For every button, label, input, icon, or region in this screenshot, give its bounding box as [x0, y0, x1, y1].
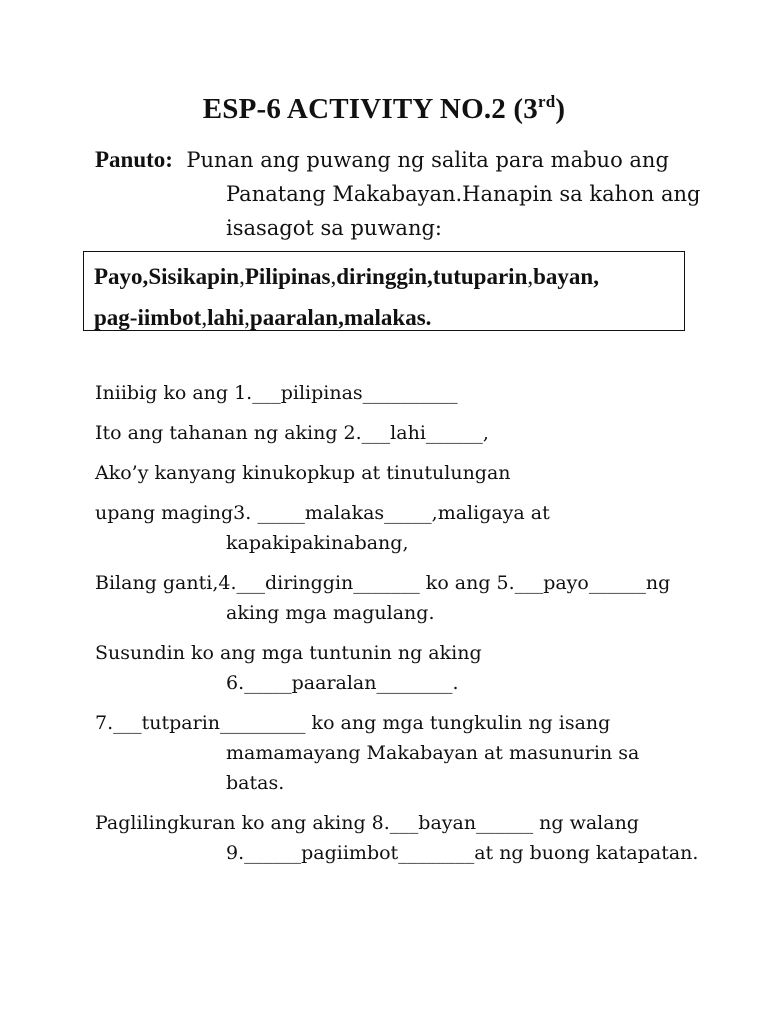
pledge-item-4	[95, 498, 745, 558]
word-bank-word: Pilipinas	[244, 264, 331, 289]
word-bank-word: diringgin,	[336, 264, 433, 289]
title-close: )	[555, 93, 566, 125]
pledge-line: aking mga magulang.	[226, 602, 435, 624]
word-bank-word: Sisikapin	[148, 264, 240, 289]
pledge-item-3	[95, 458, 745, 488]
pledge-line: upang maging3. _____malakas_____,maligaya at	[95, 502, 550, 524]
pledge-line: 9.______pagiimbot________at ng buong katapatan.	[226, 842, 699, 864]
word-bank-word: bayan,	[533, 264, 599, 289]
pledge-line: Ako’y kanyang kinukopkup at tinutulungan	[95, 462, 511, 484]
pledge-line: Susundin ko ang mga tuntunin ng aking	[95, 642, 482, 664]
pledge-line: Iniibig ko ang 1.___pilipinas__________	[95, 382, 458, 404]
pledge-item-2	[95, 418, 745, 448]
word-bank-word: lahi	[207, 305, 245, 330]
pledge-items	[95, 378, 745, 878]
word-bank-separator: ,	[244, 305, 250, 330]
word-bank-word: tutuparin	[432, 264, 528, 289]
pledge-line: mamamayang Makabayan at masunurin sa	[226, 742, 640, 764]
pledge-item-7	[95, 708, 745, 798]
pledge-item-8	[95, 808, 745, 868]
title-main: ESP-6 ACTIVITY NO.2 (3	[202, 93, 538, 125]
instructions-label: Panuto:	[95, 147, 173, 172]
instructions	[95, 143, 735, 245]
pledge-line: Ito ang tahanan ng aking 2.___lahi______,	[95, 422, 489, 444]
word-bank-word: pag-iimbot	[94, 305, 202, 330]
pledge-item-6	[95, 638, 745, 698]
word-bank-separator: ,	[239, 264, 245, 289]
word-bank-word: paaralan,	[249, 305, 344, 330]
pledge-line: Paglilingkuran ko ang aking 8.___bayan______ ng walang	[95, 812, 639, 834]
word-bank-separator: ,	[527, 264, 534, 289]
word-bank-separator: ,	[201, 305, 208, 330]
word-bank-separator: ,	[330, 264, 337, 289]
pledge-line: 6._____paaralan________.	[226, 672, 459, 694]
pledge-line: Bilang ganti,4.___diringgin_______ ko ang 5.___payo______ng	[95, 572, 671, 594]
pledge-line: batas.	[226, 772, 285, 794]
instructions-line-1	[95, 143, 735, 177]
word-bank-box	[83, 251, 685, 331]
pledge-line: kapakipakinabang,	[226, 532, 409, 554]
word-bank-line-2	[94, 297, 684, 338]
pledge-item-1	[95, 378, 745, 408]
instructions-line-3: isasagot sa puwang:	[226, 216, 442, 240]
word-bank-word: Payo,	[94, 264, 149, 289]
pledge-line: 7.___tutparin_________ ko ang mga tungkulin ng isang	[95, 712, 611, 734]
page-title	[0, 92, 768, 126]
instructions-text-1: Punan ang puwang ng salita para mabuo ang	[186, 148, 669, 172]
title-superscript: rd	[538, 92, 556, 111]
instructions-line-2: Panatang Makabayan.Hanapin sa kahon ang	[226, 182, 701, 206]
pledge-item-5	[95, 568, 745, 628]
word-bank-word: malakas.	[343, 305, 432, 330]
word-bank-line-1	[94, 256, 684, 297]
